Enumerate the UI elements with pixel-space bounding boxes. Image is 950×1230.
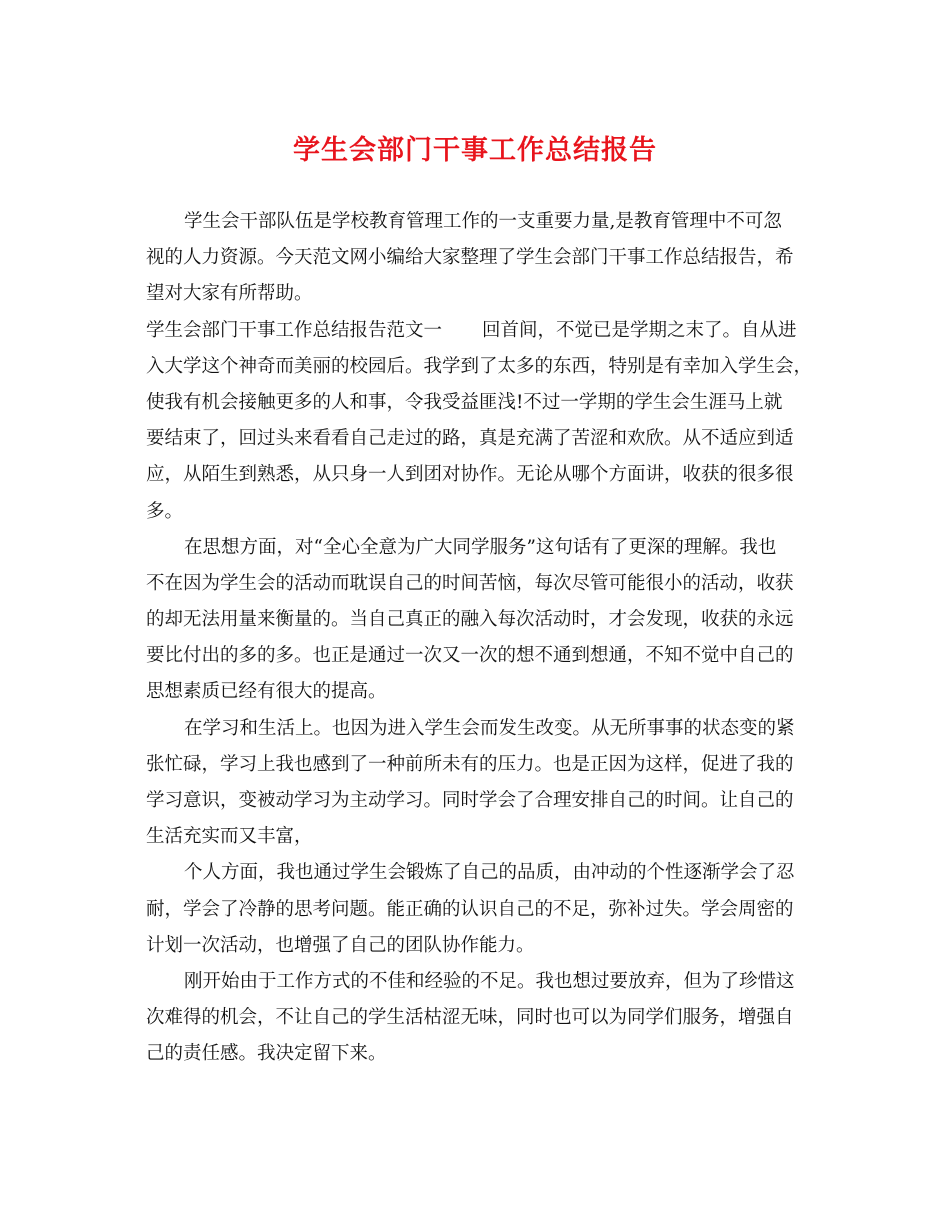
- text-line: 在学习和生活上。也因为进入学生会而发生改变。从无所事事的状态变的紧: [184, 717, 795, 739]
- text-line: 多。: [146, 500, 184, 522]
- text-line: 计划一次活动，也增强了自己的团队协作能力。: [146, 934, 535, 956]
- text-line-segment: 回首间，不觉已是学期之末了。自从进: [482, 319, 797, 341]
- text-line: 视的人力资源。今天范文网小编给大家整理了学生会部门干事工作总结报告，希: [146, 247, 794, 269]
- text-line: 思想素质已经有很大的提高。: [146, 681, 387, 703]
- text-line: 张忙碌，学习上我也感到了一种前所未有的压力。也是正因为这样，促进了我的: [146, 753, 794, 775]
- text-line: 在思想方面，对“全心全意为广大同学服务”这句话有了更深的理解。我也: [184, 536, 777, 558]
- text-line: 应，从陌生到熟悉，从只身一人到团对协作。无论从哪个方面讲，收获的很多很: [146, 464, 794, 486]
- section-heading: 学生会部门干事工作总结报告范文一: [146, 319, 443, 341]
- text-line: 的却无法用量来衡量的。当自己真正的融入每次活动时，才会发现，收获的永远: [146, 609, 794, 631]
- text-line: 个人方面，我也通过学生会锻炼了自己的品质，由冲动的个性逐渐学会了忍: [184, 862, 795, 884]
- text-line-with-heading: [146, 313, 810, 349]
- document-body: [146, 204, 813, 1073]
- text-line: 生活充实而又丰富，: [146, 826, 313, 848]
- text-line: 使我有机会接触更多的人和事，令我受益匪浅!不过一学期的学生会生涯马上就: [146, 391, 783, 413]
- document-title: 学生会部门干事工作总结报告: [293, 135, 657, 166]
- text-line: 不在因为学生会的活动而耽误自己的时间苦恼，每次尽管可能很小的活动，收获: [146, 572, 794, 594]
- text-line: 己的责任感。我决定留下来。: [146, 1043, 387, 1065]
- text-line: 刚开始由于工作方式的不佳和经验的不足。我也想过要放弃，但为了珍惜这: [184, 970, 795, 992]
- text-line: 学生会干部队伍是学校教育管理工作的一支重要力量,是教育管理中不可忽: [184, 211, 782, 232]
- text-line: 望对大家有所帮助。: [146, 283, 313, 305]
- text-line: 次难得的机会，不让自己的学生活枯涩无味，同时也可以为同学们服务，增强自: [146, 1007, 794, 1029]
- text-line: 学习意识，变被动学习为主动学习。同时学会了合理安排自己的时间。让自己的: [146, 790, 794, 811]
- text-line: 要结束了，回过头来看看自己走过的路，真是充满了苦涩和欢欣。从不适应到适: [146, 428, 794, 450]
- text-line: 要比付出的多的多。也正是通过一次又一次的想不通到想通，不知不觉中自己的: [146, 645, 794, 667]
- text-line: 耐，学会了冷静的思考问题。能正确的认识自己的不足，弥补过失。学会周密的: [146, 898, 794, 920]
- text-line: 入大学这个神奇而美丽的校园后。我学到了太多的东西，特别是有幸加入学生会，: [146, 355, 813, 377]
